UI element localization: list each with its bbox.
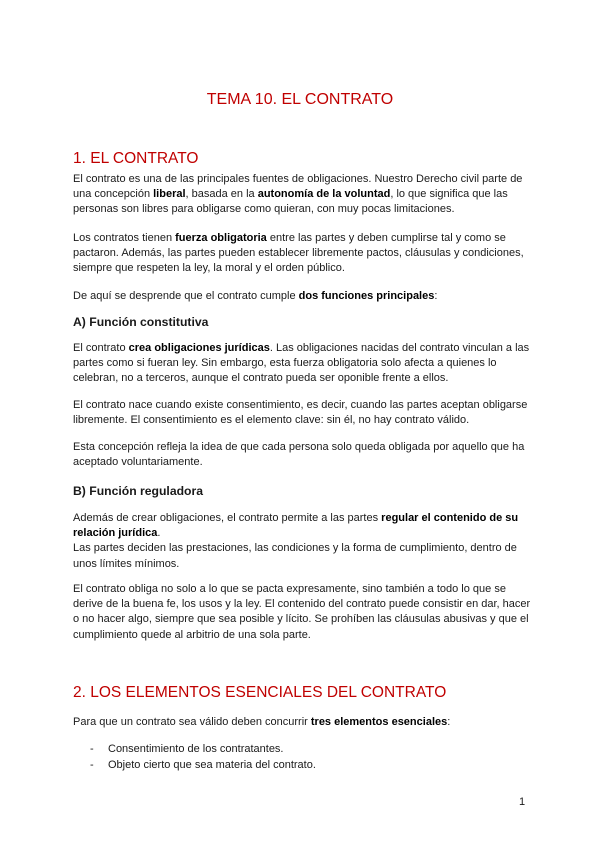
page-number: 1 <box>519 796 526 808</box>
subsection-a-paragraph-1: El contrato crea obligaciones jurídicas. Las obligaciones nacidas del contrato vinculan a las partes como si fueran ley. Sin embargo, esta fuerza obligatoria solo afecta a quienes lo celebran, no a terceros, aunque el contrato pueda ser oponible frente a ellos. <box>73 342 530 385</box>
section-1-paragraph-1: El contrato es una de las principales fuentes de obligaciones. Nuestro Derecho civil parte de una concepción liberal, basada en la autonomía de la voluntad, lo que significa que las personas son libres para obligarse como quieran, con muy pocas limitaciones. <box>73 173 523 216</box>
section-2-intro: Para que un contrato sea válido deben concurrir tres elementos esenciales: <box>73 716 451 728</box>
bullet-dash: - <box>90 743 94 755</box>
document-title: TEMA 10. EL CONTRATO <box>206 91 394 108</box>
essential-elements-list <box>73 742 535 773</box>
section-2-heading: 2. LOS ELEMENTOS ESENCIALES DEL CONTRATO <box>73 684 447 701</box>
subsection-b-paragraph-2: El contrato obliga no solo a lo que se pacta expresamente, sino también a todo lo que se derive de la buena fe, los usos y la ley. El contenido del contrato puede consistir en dar, hacer o no hacer algo, siempre que sea posible y lícito. Se prohíben las cláusulas abusivas y que el cumplimiento quede al arbitrio de una sola parte. <box>73 583 531 641</box>
section-1-paragraph-3: De aquí se desprende que el contrato cumple dos funciones principales: <box>73 290 438 302</box>
section-1-paragraph-2: Los contratos tienen fuerza obligatoria entre las partes y deben cumplirse tal y como se pactaron. Además, las partes pueden establecer libremente pactos, cláusulas y condiciones, siempre que respeten la ley, la moral y el orden público. <box>73 232 524 275</box>
list-item: - Objeto cierto que sea materia del contrato. <box>73 758 535 774</box>
subsection-a-paragraph-2: El contrato nace cuando existe consentimiento, es decir, cuando las partes aceptan obligarse libremente. El consentimiento es el elemento clave: sin él, no hay contrato válido. <box>73 399 528 427</box>
subsection-b-paragraph-1: Además de crear obligaciones, el contrato permite a las partes regular el contenido de su relación jurídica. Las partes deciden las prestaciones, las condiciones y la forma de cumplimiento, dentro de unos límites mínimos. <box>73 512 519 570</box>
subsection-a-paragraph-3: Esta concepción refleja la idea de que cada persona solo queda obligada por aquello que ha aceptado voluntariamente. <box>73 441 525 469</box>
subsection-a-heading: A) Función constitutiva <box>73 315 209 329</box>
bullet-dash: - <box>90 758 94 771</box>
subsection-b-heading: B) Función reguladora <box>73 484 204 498</box>
list-item: - Consentimiento de los contratantes. <box>73 742 535 758</box>
section-1-heading: 1. EL CONTRATO <box>73 150 199 167</box>
